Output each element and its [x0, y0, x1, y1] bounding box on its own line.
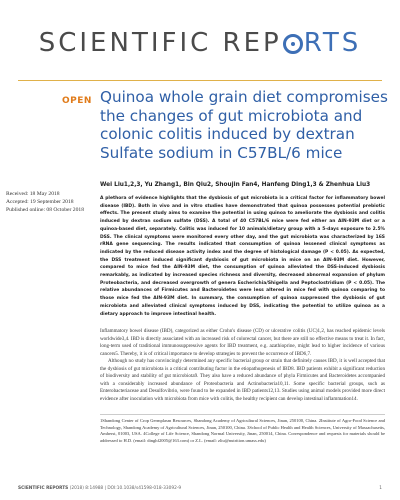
journal-name-part2: RTS — [303, 28, 362, 58]
author-list: Wei Liu1,2,3, Yu Zhang1, Bin Qiu2, Shoujin Fan4, Hanfeng Ding1,3 & Zhenhua Liu3 — [100, 182, 371, 188]
footer-journal-name: SCIENTIFIC REPORTS — [18, 486, 69, 491]
abstract: A plethora of evidence highlights that the dysbiosis of gut microbiota is a critical factor for inflammatory bowel disease (IBD). Both in vivo and in vitro studies have demonstrated that quinoa possesses potential prebiotic effects. The present study aims to examine the potential in using quinoa to ameliorate the dysbiosis and colitis induced by dextran sodium sulfate (DSS). A total of 40 C57BL/6 mice were fed either an AIN-93M diet or a quinoa-based diet, separately. Colitis was induced for 10 animals/dietary group with a 5-days exposure to 2.5% DSS. The clinical symptoms were monitored every other day, and the gut microbiota was characterized by 16S rRNA gene sequencing. The results indicated that consumption of quinoa lessened clinical symptoms as indicated by the reduced disease activity index and the degree of histological damage (P < 0.05). As expected, the DSS treatment induced significant dysbiosis of gut microbiota in mice on an AIN-93M diet. However, compared to mice fed the AIN-93M diet, the consumption of quinoa alleviated the DSS-induced dysbiosis remarkably, as indicated by increased species richness and diversity, decreased abnormal expansion of phylum Proteobacteria, and decreased overgrowth of genera Escherichia/Shigella and Peptoclostridium (P < 0.05). The relative abundances of Firmicutes and Bacteroidetes were less altered in mice fed with quinoa comparing to those mice fed the AIN-93M diet. In summary, the consumption of quinoa suppressed the dysbiosis of gut microbiota and alleviated clinical symptoms induced by DSS, indicating the potential to utilize quinoa as a dietary approach to improve intestinal health. — [100, 196, 385, 317]
body-paragraph: Although no study has convincingly determined any specific bacterial group or strain that definitely causes IBD, it is well accepted that the dysbiosis of gut microbiota is a critical contributing factor in the etiopathogenesis of IBD8. IBD patients exhibit a significant reduction of biodiversity and stability of gut microbiota9. They also have a reduced abundance of phyla Firmicutes and Bacteroidetes accompanied with a considerably increased abundance of Proteobacteria and Actinobacteria10,11. Some specific bacterial groups, such as Enterobacteriaceae and Desulfovibrio, were found to be expanded in IBD patients12,13. Studies using animal models provided more direct evidence after inoculation with microbiota from mice with colitis, the healthy recipient can develop intestinal inflammation14. — [100, 358, 385, 402]
journal-name-part1: SCIENTIFIC REP — [38, 28, 282, 58]
page-number: 1 — [379, 486, 382, 491]
journal-logo-o-icon — [283, 34, 303, 54]
article-body — [100, 328, 385, 403]
affiliations: 1Shandong Center of Crop Germplasm Resources, Shandong Academy of Agricultural Sciences, Jinan, 250100, China. 2Institute of Agro-Food Science and Technology, Shandong Academy of Agricultural Sciences, Jinan, 250100, China. 3School of Public Health and Health Sciences, University of Massachusetts, Amherst, 01003, USA. 4College of Life Science, Shandong Normal University, Jinan, 250014, China. Correspondence and requests for materials should be addressed to H.D. (email: dinghf2005@163.com) or Z.L. (email: zliu@nutrition.umass.edu) — [100, 418, 385, 443]
publication-dates — [6, 190, 98, 214]
open-access-badge: OPEN — [62, 96, 92, 106]
received-date: Received: 18 May 2018 — [6, 191, 60, 197]
body-paragraph: Inflammatory bowel disease (IBD), categorized as either Crohn's disease (CD) or ulcerative colitis (UC)1,2, has reached epidemic levels worldwide3,4. IBD is directly associated with an increased risk of colorectal cancer, but there are still no effective means to treat it. In fact, long-term used of traditional immunosuppressive agents for IBD treatment, e.g. azathioprine, might lead to higher incidence of various cancers5. Thereby, it is of critical importance to develop strategies to prevent the occurrence of IBD6,7. — [100, 328, 385, 357]
accepted-date: Accepted: 19 September 2018 — [6, 199, 74, 205]
page-footer — [18, 486, 382, 491]
footer-citation: (2018) 8:14988 | DOI:10.1038/s41598-018-33092-9 — [69, 486, 182, 491]
article-title: Quinoa whole grain diet compromises the changes of gut microbiota and colonic colitis induced by dextran Sulfate sodium in C57BL/6 mice — [100, 88, 388, 162]
footer-citation-group — [18, 486, 181, 491]
affiliation-divider — [100, 414, 385, 415]
published-date: Published online: 08 October 2018 — [6, 207, 84, 213]
header-divider — [18, 80, 382, 81]
journal-masthead — [0, 28, 400, 58]
